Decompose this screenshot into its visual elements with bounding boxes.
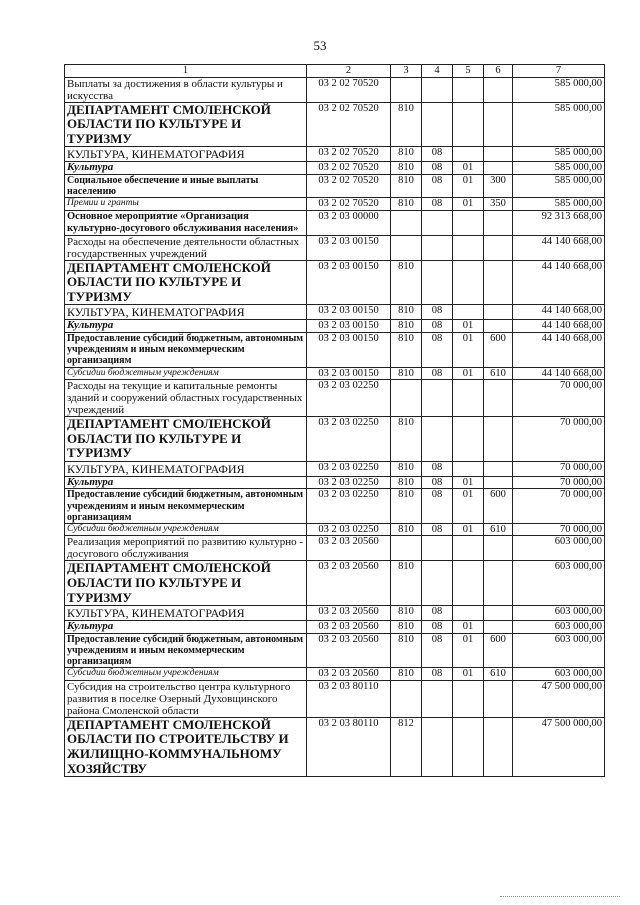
row-code-cell: 03 2 03 00150 [307, 235, 391, 260]
table-row [65, 162, 605, 175]
table-row [65, 633, 605, 668]
row-subsection-cell: 01 [453, 523, 484, 536]
row-code-cell: 03 2 02 70520 [307, 198, 391, 211]
row-amount-cell: 47 500 000,00 [513, 680, 605, 717]
row-admin-cell: 810 [391, 305, 422, 320]
row-name-cell: Премии и гранты [65, 198, 307, 211]
table-row [65, 174, 605, 197]
row-name-cell: Культура [65, 621, 307, 634]
row-type-cell [484, 260, 513, 305]
row-admin-cell [391, 235, 422, 260]
row-subsection-cell: 01 [453, 476, 484, 489]
row-admin-cell: 810 [391, 367, 422, 380]
table-row [65, 260, 605, 305]
row-name-cell: КУЛЬТУРА, КИНЕМАТОГРАФИЯ [65, 606, 307, 621]
row-type-cell [484, 380, 513, 417]
row-amount-cell: 70 000,00 [513, 476, 605, 489]
column-header: 2 [307, 65, 391, 78]
table-row [65, 147, 605, 162]
row-code-cell: 03 2 03 20560 [307, 621, 391, 634]
row-admin-cell: 810 [391, 320, 422, 333]
row-type-cell [484, 77, 513, 102]
table-row [65, 536, 605, 561]
row-amount-cell: 603 000,00 [513, 561, 605, 606]
row-admin-cell: 810 [391, 633, 422, 668]
row-subsection-cell [453, 305, 484, 320]
row-section-cell [422, 235, 453, 260]
row-admin-cell: 810 [391, 332, 422, 367]
row-section-cell: 08 [422, 174, 453, 197]
row-type-cell [484, 717, 513, 776]
row-admin-cell: 810 [391, 461, 422, 476]
row-name-cell: ДЕПАРТАМЕНТ СМОЛЕНСКОЙ ОБЛАСТИ ПО КУЛЬТУРЕ И ТУРИЗМУ [65, 102, 307, 147]
row-section-cell: 08 [422, 461, 453, 476]
row-amount-cell: 70 000,00 [513, 461, 605, 476]
row-admin-cell: 810 [391, 417, 422, 462]
budget-table [64, 64, 605, 777]
row-type-cell [484, 320, 513, 333]
row-section-cell [422, 210, 453, 235]
row-type-cell [484, 536, 513, 561]
row-admin-cell: 810 [391, 162, 422, 175]
table-row [65, 523, 605, 536]
row-code-cell: 03 2 03 20560 [307, 606, 391, 621]
row-code-cell: 03 2 02 70520 [307, 162, 391, 175]
row-code-cell: 03 2 02 70520 [307, 77, 391, 102]
row-code-cell: 03 2 03 02250 [307, 417, 391, 462]
row-amount-cell: 585 000,00 [513, 198, 605, 211]
row-subsection-cell [453, 147, 484, 162]
row-amount-cell: 70 000,00 [513, 523, 605, 536]
row-name-cell: Субсидии бюджетным учреждениям [65, 523, 307, 536]
row-amount-cell: 585 000,00 [513, 77, 605, 102]
row-subsection-cell [453, 717, 484, 776]
row-name-cell: Культура [65, 320, 307, 333]
row-type-cell [484, 235, 513, 260]
row-code-cell: 03 2 03 00000 [307, 210, 391, 235]
row-type-cell [484, 102, 513, 147]
column-header: 1 [65, 65, 307, 78]
row-subsection-cell: 01 [453, 332, 484, 367]
table-row [65, 621, 605, 634]
row-admin-cell [391, 380, 422, 417]
row-admin-cell: 810 [391, 260, 422, 305]
row-subsection-cell [453, 235, 484, 260]
row-name-cell: Предоставление субсидий бюджетным, автономным учреждениям и иным некоммерческим организациям [65, 489, 307, 524]
row-type-cell [484, 606, 513, 621]
row-subsection-cell: 01 [453, 621, 484, 634]
table-row [65, 668, 605, 681]
row-code-cell: 03 2 03 20560 [307, 633, 391, 668]
column-header: 7 [513, 65, 605, 78]
row-name-cell: Предоставление субсидий бюджетным, автономным учреждениям и иным некоммерческим организациям [65, 332, 307, 367]
row-name-cell: Культура [65, 476, 307, 489]
row-name-cell: ДЕПАРТАМЕНТ СМОЛЕНСКОЙ ОБЛАСТИ ПО СТРОИТЕЛЬСТВУ И ЖИЛИЩНО-КОММУНАЛЬНОМУ ХОЗЯЙСТВУ [65, 717, 307, 776]
row-amount-cell: 585 000,00 [513, 174, 605, 197]
table-row [65, 606, 605, 621]
table-row [65, 102, 605, 147]
table-row [65, 367, 605, 380]
row-amount-cell: 47 500 000,00 [513, 717, 605, 776]
row-name-cell: ДЕПАРТАМЕНТ СМОЛЕНСКОЙ ОБЛАСТИ ПО КУЛЬТУРЕ И ТУРИЗМУ [65, 561, 307, 606]
row-subsection-cell: 01 [453, 367, 484, 380]
table-row [65, 561, 605, 606]
table-row [65, 320, 605, 333]
row-section-cell: 08 [422, 147, 453, 162]
row-code-cell: 03 2 03 02250 [307, 476, 391, 489]
row-subsection-cell [453, 102, 484, 147]
row-subsection-cell [453, 417, 484, 462]
row-admin-cell: 810 [391, 606, 422, 621]
row-type-cell [484, 476, 513, 489]
row-section-cell [422, 260, 453, 305]
row-subsection-cell [453, 461, 484, 476]
row-type-cell [484, 561, 513, 606]
row-admin-cell: 810 [391, 102, 422, 147]
row-admin-cell [391, 680, 422, 717]
table-row [65, 198, 605, 211]
row-section-cell: 08 [422, 606, 453, 621]
row-type-cell: 610 [484, 668, 513, 681]
row-amount-cell: 44 140 668,00 [513, 260, 605, 305]
row-name-cell: Выплаты за достижения в области культуры и искусства [65, 77, 307, 102]
row-admin-cell: 812 [391, 717, 422, 776]
row-subsection-cell: 01 [453, 489, 484, 524]
table-row [65, 417, 605, 462]
row-subsection-cell: 01 [453, 320, 484, 333]
row-code-cell: 03 2 03 20560 [307, 561, 391, 606]
row-name-cell: Расходы на обеспечение деятельности областных государственных учреждений [65, 235, 307, 260]
row-section-cell [422, 417, 453, 462]
row-section-cell: 08 [422, 332, 453, 367]
row-section-cell: 08 [422, 367, 453, 380]
row-amount-cell: 44 140 668,00 [513, 320, 605, 333]
row-subsection-cell: 01 [453, 668, 484, 681]
row-name-cell: Расходы на текущие и капитальные ремонты зданий и сооружений областных государственных учреждений [65, 380, 307, 417]
row-name-cell: КУЛЬТУРА, КИНЕМАТОГРАФИЯ [65, 461, 307, 476]
row-admin-cell: 810 [391, 147, 422, 162]
row-section-cell [422, 717, 453, 776]
row-amount-cell: 585 000,00 [513, 147, 605, 162]
row-amount-cell: 44 140 668,00 [513, 235, 605, 260]
page-number: 53 [313, 38, 327, 53]
row-section-cell: 08 [422, 305, 453, 320]
row-code-cell: 03 2 03 80110 [307, 717, 391, 776]
row-amount-cell: 603 000,00 [513, 668, 605, 681]
row-type-cell [484, 305, 513, 320]
column-header: 3 [391, 65, 422, 78]
row-amount-cell: 603 000,00 [513, 633, 605, 668]
table-row [65, 680, 605, 717]
row-name-cell: ДЕПАРТАМЕНТ СМОЛЕНСКОЙ ОБЛАСТИ ПО КУЛЬТУРЕ И ТУРИЗМУ [65, 417, 307, 462]
table-row [65, 332, 605, 367]
row-code-cell: 03 2 03 00150 [307, 367, 391, 380]
row-section-cell [422, 536, 453, 561]
row-admin-cell: 810 [391, 561, 422, 606]
row-amount-cell: 70 000,00 [513, 489, 605, 524]
row-subsection-cell: 01 [453, 633, 484, 668]
row-code-cell: 03 2 02 70520 [307, 174, 391, 197]
row-subsection-cell: 01 [453, 174, 484, 197]
row-code-cell: 03 2 03 00150 [307, 305, 391, 320]
table-row [65, 305, 605, 320]
row-subsection-cell [453, 380, 484, 417]
row-name-cell: Основное мероприятие «Организация культурно-досугового обслуживания населения» [65, 210, 307, 235]
row-code-cell: 03 2 03 20560 [307, 536, 391, 561]
row-section-cell [422, 102, 453, 147]
row-section-cell: 08 [422, 162, 453, 175]
row-subsection-cell [453, 210, 484, 235]
table-row [65, 476, 605, 489]
row-type-cell: 350 [484, 198, 513, 211]
row-amount-cell: 70 000,00 [513, 417, 605, 462]
row-section-cell: 08 [422, 633, 453, 668]
table-row [65, 461, 605, 476]
row-name-cell: ДЕПАРТАМЕНТ СМОЛЕНСКОЙ ОБЛАСТИ ПО КУЛЬТУРЕ И ТУРИЗМУ [65, 260, 307, 305]
row-code-cell: 03 2 03 00150 [307, 320, 391, 333]
row-type-cell [484, 210, 513, 235]
table-row [65, 77, 605, 102]
row-code-cell: 03 2 03 20560 [307, 668, 391, 681]
table-row [65, 717, 605, 776]
row-section-cell: 08 [422, 489, 453, 524]
row-section-cell: 08 [422, 621, 453, 634]
row-type-cell [484, 680, 513, 717]
row-type-cell [484, 621, 513, 634]
row-type-cell [484, 162, 513, 175]
table-row [65, 235, 605, 260]
row-type-cell [484, 461, 513, 476]
row-admin-cell: 810 [391, 668, 422, 681]
row-code-cell: 03 2 03 02250 [307, 461, 391, 476]
row-admin-cell: 810 [391, 489, 422, 524]
row-amount-cell: 603 000,00 [513, 536, 605, 561]
table-header-row [65, 65, 605, 78]
row-subsection-cell [453, 536, 484, 561]
row-section-cell [422, 380, 453, 417]
row-amount-cell: 92 313 668,00 [513, 210, 605, 235]
row-amount-cell: 585 000,00 [513, 162, 605, 175]
row-admin-cell: 810 [391, 621, 422, 634]
row-section-cell: 08 [422, 198, 453, 211]
row-section-cell [422, 680, 453, 717]
row-section-cell: 08 [422, 320, 453, 333]
column-header: 6 [484, 65, 513, 78]
column-header: 5 [453, 65, 484, 78]
row-subsection-cell [453, 606, 484, 621]
row-amount-cell: 603 000,00 [513, 621, 605, 634]
row-code-cell: 03 2 03 02250 [307, 380, 391, 417]
row-section-cell [422, 561, 453, 606]
row-code-cell: 03 2 03 00150 [307, 332, 391, 367]
row-admin-cell: 810 [391, 198, 422, 211]
row-amount-cell: 70 000,00 [513, 380, 605, 417]
row-section-cell: 08 [422, 476, 453, 489]
row-code-cell: 03 2 03 02250 [307, 523, 391, 536]
row-subsection-cell: 01 [453, 162, 484, 175]
row-name-cell: Субсидия на строительство центра культурного развития в поселке Озерный Духовщинского района Смоленской области [65, 680, 307, 717]
row-name-cell: Социальное обеспечение и иные выплаты населению [65, 174, 307, 197]
row-section-cell: 08 [422, 523, 453, 536]
row-type-cell: 600 [484, 332, 513, 367]
row-type-cell [484, 417, 513, 462]
row-type-cell: 610 [484, 523, 513, 536]
footer-rule [500, 896, 620, 897]
row-admin-cell [391, 77, 422, 102]
table-body [65, 77, 605, 777]
row-name-cell: Реализация мероприятий по развитию культурно - досугового обслуживания [65, 536, 307, 561]
row-code-cell: 03 2 03 80110 [307, 680, 391, 717]
row-type-cell: 600 [484, 633, 513, 668]
row-code-cell: 03 2 02 70520 [307, 102, 391, 147]
row-type-cell: 600 [484, 489, 513, 524]
row-type-cell: 300 [484, 174, 513, 197]
row-amount-cell: 585 000,00 [513, 102, 605, 147]
row-amount-cell: 603 000,00 [513, 606, 605, 621]
row-type-cell [484, 147, 513, 162]
row-admin-cell [391, 536, 422, 561]
row-amount-cell: 44 140 668,00 [513, 332, 605, 367]
row-code-cell: 03 2 03 00150 [307, 260, 391, 305]
row-admin-cell: 810 [391, 174, 422, 197]
row-admin-cell: 810 [391, 523, 422, 536]
row-name-cell: Культура [65, 162, 307, 175]
row-subsection-cell: 01 [453, 198, 484, 211]
row-subsection-cell [453, 680, 484, 717]
table-row [65, 380, 605, 417]
row-section-cell: 08 [422, 668, 453, 681]
row-name-cell: КУЛЬТУРА, КИНЕМАТОГРАФИЯ [65, 147, 307, 162]
column-header: 4 [422, 65, 453, 78]
row-name-cell: Субсидии бюджетным учреждениям [65, 367, 307, 380]
row-subsection-cell [453, 77, 484, 102]
row-amount-cell: 44 140 668,00 [513, 305, 605, 320]
table-row [65, 489, 605, 524]
row-code-cell: 03 2 02 70520 [307, 147, 391, 162]
row-name-cell: Субсидии бюджетным учреждениям [65, 668, 307, 681]
row-type-cell: 610 [484, 367, 513, 380]
row-amount-cell: 44 140 668,00 [513, 367, 605, 380]
row-admin-cell [391, 210, 422, 235]
row-section-cell [422, 77, 453, 102]
row-subsection-cell [453, 260, 484, 305]
row-subsection-cell [453, 561, 484, 606]
table-row [65, 210, 605, 235]
row-admin-cell: 810 [391, 476, 422, 489]
row-name-cell: КУЛЬТУРА, КИНЕМАТОГРАФИЯ [65, 305, 307, 320]
row-name-cell: Предоставление субсидий бюджетным, автономным учреждениям и иным некоммерческим организациям [65, 633, 307, 668]
row-code-cell: 03 2 03 02250 [307, 489, 391, 524]
